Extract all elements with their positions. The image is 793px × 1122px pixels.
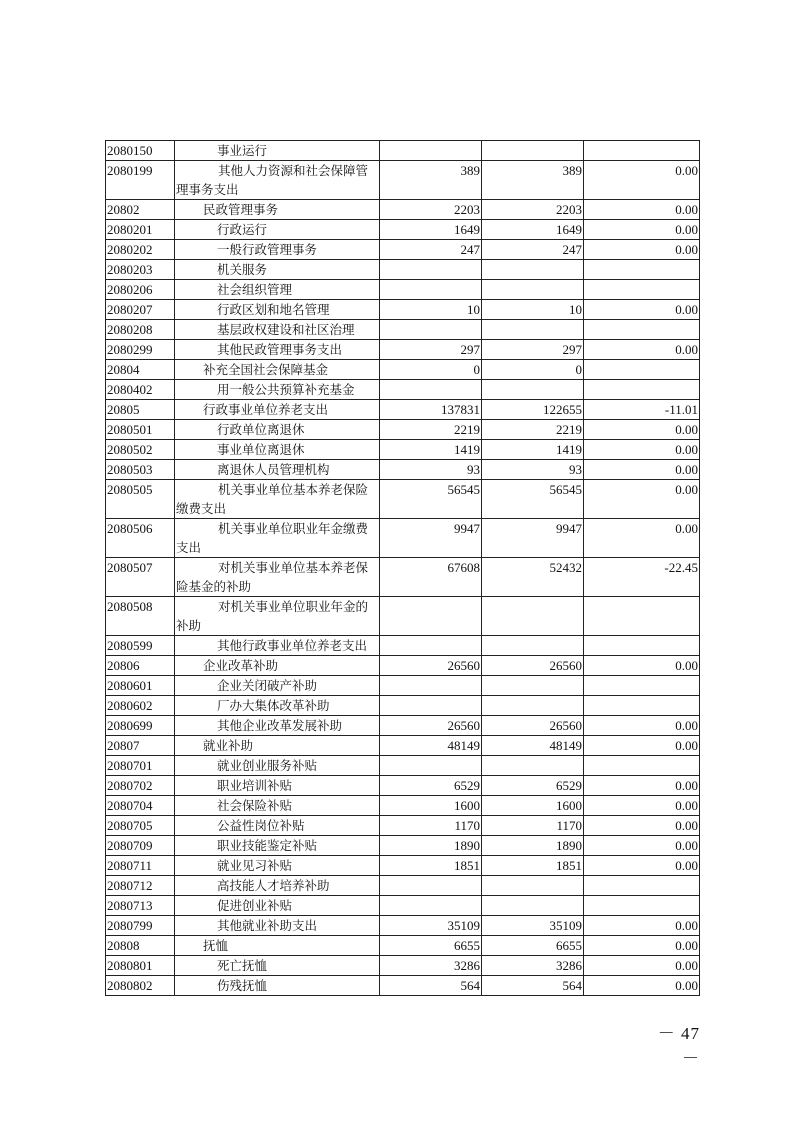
table-row — [106, 816, 700, 836]
subject-name-cell: 促进创业补贴 — [175, 896, 380, 916]
value-cell-1 — [380, 876, 482, 896]
value-cell-2: 1649 — [482, 220, 584, 240]
table-row — [106, 916, 700, 936]
subject-name-cell: 事业运行 — [175, 141, 380, 161]
table-row — [106, 976, 700, 996]
value-cell-2 — [482, 896, 584, 916]
value-cell-2: 2203 — [482, 200, 584, 220]
value-cell-1 — [380, 320, 482, 340]
subject-name-cell: 公益性岗位补贴 — [175, 816, 380, 836]
subject-code-cell: 20802 — [106, 200, 175, 220]
change-percent-cell: 0.00 — [584, 936, 700, 956]
value-cell-1 — [380, 280, 482, 300]
change-percent-cell — [584, 756, 700, 776]
table-row — [106, 280, 700, 300]
subject-code-cell: 2080503 — [106, 460, 175, 480]
value-cell-1: 56545 — [380, 480, 482, 519]
subject-code-cell: 2080801 — [106, 956, 175, 976]
table-row — [106, 141, 700, 161]
subject-name-cell: 高技能人才培养补助 — [175, 876, 380, 896]
subject-code-cell: 2080704 — [106, 796, 175, 816]
value-cell-2: 6655 — [482, 936, 584, 956]
subject-name-cell: 职业技能鉴定补贴 — [175, 836, 380, 856]
table-row — [106, 400, 700, 420]
table-row — [106, 260, 700, 280]
change-percent-cell: 0.00 — [584, 480, 700, 519]
subject-name-cell: 企业改革补助 — [175, 656, 380, 676]
change-percent-cell — [584, 260, 700, 280]
change-percent-cell — [584, 380, 700, 400]
value-cell-2: 9947 — [482, 519, 584, 558]
value-cell-1 — [380, 756, 482, 776]
value-cell-2: 52432 — [482, 558, 584, 597]
value-cell-2 — [482, 260, 584, 280]
value-cell-2: 6529 — [482, 776, 584, 796]
page-number: － 47 － — [657, 1024, 700, 1068]
subject-code-cell: 2080207 — [106, 300, 175, 320]
change-percent-cell: 0.00 — [584, 340, 700, 360]
table-row — [106, 876, 700, 896]
change-percent-cell — [584, 280, 700, 300]
subject-name-cell: 死亡抚恤 — [175, 956, 380, 976]
value-cell-1: 3286 — [380, 956, 482, 976]
subject-code-cell: 2080402 — [106, 380, 175, 400]
value-cell-1: 1649 — [380, 220, 482, 240]
change-percent-cell — [584, 141, 700, 161]
subject-code-cell: 2080502 — [106, 440, 175, 460]
subject-code-cell: 20807 — [106, 736, 175, 756]
value-cell-2 — [482, 696, 584, 716]
value-cell-2: 93 — [482, 460, 584, 480]
table-row — [106, 656, 700, 676]
budget-table — [105, 140, 700, 996]
table-row — [106, 300, 700, 320]
table-row — [106, 240, 700, 260]
value-cell-1: 0 — [380, 360, 482, 380]
change-percent-cell — [584, 597, 700, 636]
subject-name-cell: 就业见习补贴 — [175, 856, 380, 876]
subject-code-cell: 2080203 — [106, 260, 175, 280]
change-percent-cell — [584, 636, 700, 656]
value-cell-2: 10 — [482, 300, 584, 320]
table-row — [106, 161, 700, 200]
value-cell-2: 56545 — [482, 480, 584, 519]
subject-code-cell: 2080505 — [106, 480, 175, 519]
change-percent-cell: 0.00 — [584, 460, 700, 480]
value-cell-1: 1890 — [380, 836, 482, 856]
change-percent-cell: 0.00 — [584, 300, 700, 320]
subject-code-cell: 2080199 — [106, 161, 175, 200]
change-percent-cell: -22.45 — [584, 558, 700, 597]
value-cell-1: 137831 — [380, 400, 482, 420]
table-row — [106, 440, 700, 460]
subject-name-cell: 其他行政事业单位养老支出 — [175, 636, 380, 656]
subject-code-cell: 2080713 — [106, 896, 175, 916]
subject-name-cell: 其他就业补助支出 — [175, 916, 380, 936]
subject-code-cell: 2080709 — [106, 836, 175, 856]
subject-code-cell: 20805 — [106, 400, 175, 420]
subject-code-cell: 2080507 — [106, 558, 175, 597]
change-percent-cell — [584, 876, 700, 896]
subject-name-cell: 机关事业单位职业年金缴费支出 — [175, 519, 380, 558]
table-row — [106, 696, 700, 716]
value-cell-2 — [482, 876, 584, 896]
subject-name-cell: 补充全国社会保障基金 — [175, 360, 380, 380]
change-percent-cell: 0.00 — [584, 240, 700, 260]
value-cell-2 — [482, 676, 584, 696]
value-cell-2 — [482, 141, 584, 161]
value-cell-2: 26560 — [482, 656, 584, 676]
value-cell-1 — [380, 896, 482, 916]
change-percent-cell: 0.00 — [584, 776, 700, 796]
change-percent-cell — [584, 320, 700, 340]
subject-code-cell: 20804 — [106, 360, 175, 380]
subject-name-cell: 对机关事业单位基本养老保险基金的补助 — [175, 558, 380, 597]
subject-code-cell: 20808 — [106, 936, 175, 956]
value-cell-1: 48149 — [380, 736, 482, 756]
value-cell-1 — [380, 380, 482, 400]
table-row — [106, 676, 700, 696]
value-cell-2: 297 — [482, 340, 584, 360]
change-percent-cell: 0.00 — [584, 916, 700, 936]
table-row — [106, 796, 700, 816]
change-percent-cell — [584, 360, 700, 380]
change-percent-cell: 0.00 — [584, 200, 700, 220]
subject-name-cell: 对机关事业单位职业年金的补助 — [175, 597, 380, 636]
subject-name-cell: 职业培训补贴 — [175, 776, 380, 796]
change-percent-cell: 0.00 — [584, 519, 700, 558]
value-cell-1: 1170 — [380, 816, 482, 836]
subject-name-cell: 其他企业改革发展补助 — [175, 716, 380, 736]
value-cell-1: 2219 — [380, 420, 482, 440]
table-row — [106, 360, 700, 380]
subject-code-cell: 2080799 — [106, 916, 175, 936]
table-row — [106, 220, 700, 240]
change-percent-cell: 0.00 — [584, 161, 700, 200]
subject-name-cell: 机关服务 — [175, 260, 380, 280]
table-row — [106, 856, 700, 876]
subject-code-cell: 2080711 — [106, 856, 175, 876]
value-cell-1: 9947 — [380, 519, 482, 558]
value-cell-2: 1170 — [482, 816, 584, 836]
table-row — [106, 756, 700, 776]
subject-code-cell: 2080699 — [106, 716, 175, 736]
value-cell-2: 1890 — [482, 836, 584, 856]
subject-name-cell: 抚恤 — [175, 936, 380, 956]
subject-code-cell: 2080506 — [106, 519, 175, 558]
subject-code-cell: 2080705 — [106, 816, 175, 836]
subject-name-cell: 行政单位离退休 — [175, 420, 380, 440]
subject-name-cell: 基层政权建设和社区治理 — [175, 320, 380, 340]
subject-name-cell: 其他人力资源和社会保障管理事务支出 — [175, 161, 380, 200]
value-cell-2: 0 — [482, 360, 584, 380]
value-cell-1: 93 — [380, 460, 482, 480]
table-row — [106, 896, 700, 916]
value-cell-1: 389 — [380, 161, 482, 200]
value-cell-1: 6529 — [380, 776, 482, 796]
subject-name-cell: 机关事业单位基本养老保险缴费支出 — [175, 480, 380, 519]
value-cell-2 — [482, 380, 584, 400]
subject-name-cell: 厂办大集体改革补助 — [175, 696, 380, 716]
value-cell-1: 6655 — [380, 936, 482, 956]
value-cell-1: 10 — [380, 300, 482, 320]
value-cell-2: 389 — [482, 161, 584, 200]
subject-name-cell: 行政运行 — [175, 220, 380, 240]
change-percent-cell: 0.00 — [584, 796, 700, 816]
subject-code-cell: 2080501 — [106, 420, 175, 440]
subject-name-cell: 就业创业服务补贴 — [175, 756, 380, 776]
value-cell-2: 122655 — [482, 400, 584, 420]
value-cell-1 — [380, 260, 482, 280]
table-row — [106, 480, 700, 519]
change-percent-cell: 0.00 — [584, 716, 700, 736]
table-row — [106, 380, 700, 400]
value-cell-2 — [482, 636, 584, 656]
value-cell-1: 247 — [380, 240, 482, 260]
table-row — [106, 956, 700, 976]
table-row — [106, 716, 700, 736]
subject-code-cell: 2080299 — [106, 340, 175, 360]
value-cell-1: 1851 — [380, 856, 482, 876]
value-cell-1 — [380, 696, 482, 716]
value-cell-2: 247 — [482, 240, 584, 260]
change-percent-cell: 0.00 — [584, 816, 700, 836]
table-row — [106, 836, 700, 856]
value-cell-1: 67608 — [380, 558, 482, 597]
value-cell-2: 3286 — [482, 956, 584, 976]
subject-name-cell: 一般行政管理事务 — [175, 240, 380, 260]
table-row — [106, 320, 700, 340]
subject-name-cell: 就业补助 — [175, 736, 380, 756]
value-cell-2: 564 — [482, 976, 584, 996]
value-cell-2: 2219 — [482, 420, 584, 440]
value-cell-2: 48149 — [482, 736, 584, 756]
value-cell-2 — [482, 756, 584, 776]
subject-code-cell: 2080202 — [106, 240, 175, 260]
subject-code-cell: 2080208 — [106, 320, 175, 340]
change-percent-cell: 0.00 — [584, 856, 700, 876]
subject-code-cell: 2080712 — [106, 876, 175, 896]
value-cell-2: 35109 — [482, 916, 584, 936]
subject-code-cell: 2080802 — [106, 976, 175, 996]
change-percent-cell: 0.00 — [584, 220, 700, 240]
table-row — [106, 736, 700, 756]
value-cell-1: 26560 — [380, 716, 482, 736]
change-percent-cell: 0.00 — [584, 976, 700, 996]
value-cell-2: 26560 — [482, 716, 584, 736]
value-cell-2 — [482, 320, 584, 340]
subject-code-cell: 2080599 — [106, 636, 175, 656]
change-percent-cell: 0.00 — [584, 836, 700, 856]
table-row — [106, 460, 700, 480]
value-cell-1 — [380, 597, 482, 636]
table-row — [106, 936, 700, 956]
table-row — [106, 636, 700, 656]
subject-name-cell: 企业关闭破产补助 — [175, 676, 380, 696]
change-percent-cell: 0.00 — [584, 656, 700, 676]
subject-name-cell: 事业单位离退休 — [175, 440, 380, 460]
subject-code-cell: 2080150 — [106, 141, 175, 161]
subject-name-cell: 用一般公共预算补充基金 — [175, 380, 380, 400]
value-cell-1 — [380, 141, 482, 161]
change-percent-cell: 0.00 — [584, 736, 700, 756]
value-cell-1: 26560 — [380, 656, 482, 676]
subject-code-cell: 2080701 — [106, 756, 175, 776]
change-percent-cell: 0.00 — [584, 420, 700, 440]
subject-code-cell: 2080206 — [106, 280, 175, 300]
table-row — [106, 200, 700, 220]
change-percent-cell: 0.00 — [584, 440, 700, 460]
table-row — [106, 519, 700, 558]
change-percent-cell — [584, 696, 700, 716]
value-cell-2 — [482, 597, 584, 636]
subject-name-cell: 伤残抚恤 — [175, 976, 380, 996]
table-row — [106, 597, 700, 636]
subject-code-cell: 2080508 — [106, 597, 175, 636]
value-cell-2: 1851 — [482, 856, 584, 876]
subject-name-cell: 其他民政管理事务支出 — [175, 340, 380, 360]
value-cell-1 — [380, 676, 482, 696]
value-cell-1: 297 — [380, 340, 482, 360]
value-cell-2: 1600 — [482, 796, 584, 816]
change-percent-cell — [584, 676, 700, 696]
subject-code-cell: 2080602 — [106, 696, 175, 716]
subject-code-cell: 2080201 — [106, 220, 175, 240]
change-percent-cell — [584, 896, 700, 916]
value-cell-1: 2203 — [380, 200, 482, 220]
subject-code-cell: 20806 — [106, 656, 175, 676]
value-cell-1: 564 — [380, 976, 482, 996]
subject-name-cell: 社会保险补贴 — [175, 796, 380, 816]
value-cell-2 — [482, 280, 584, 300]
subject-name-cell: 离退休人员管理机构 — [175, 460, 380, 480]
value-cell-1: 35109 — [380, 916, 482, 936]
value-cell-1 — [380, 636, 482, 656]
table-row — [106, 340, 700, 360]
change-percent-cell: 0.00 — [584, 956, 700, 976]
subject-name-cell: 行政区划和地名管理 — [175, 300, 380, 320]
change-percent-cell: -11.01 — [584, 400, 700, 420]
subject-name-cell: 社会组织管理 — [175, 280, 380, 300]
table-row — [106, 558, 700, 597]
table-row — [106, 420, 700, 440]
value-cell-1: 1600 — [380, 796, 482, 816]
subject-name-cell: 民政管理事务 — [175, 200, 380, 220]
subject-code-cell: 2080702 — [106, 776, 175, 796]
subject-name-cell: 行政事业单位养老支出 — [175, 400, 380, 420]
table-body — [106, 141, 700, 996]
subject-code-cell: 2080601 — [106, 676, 175, 696]
table-row — [106, 776, 700, 796]
value-cell-1: 1419 — [380, 440, 482, 460]
value-cell-2: 1419 — [482, 440, 584, 460]
